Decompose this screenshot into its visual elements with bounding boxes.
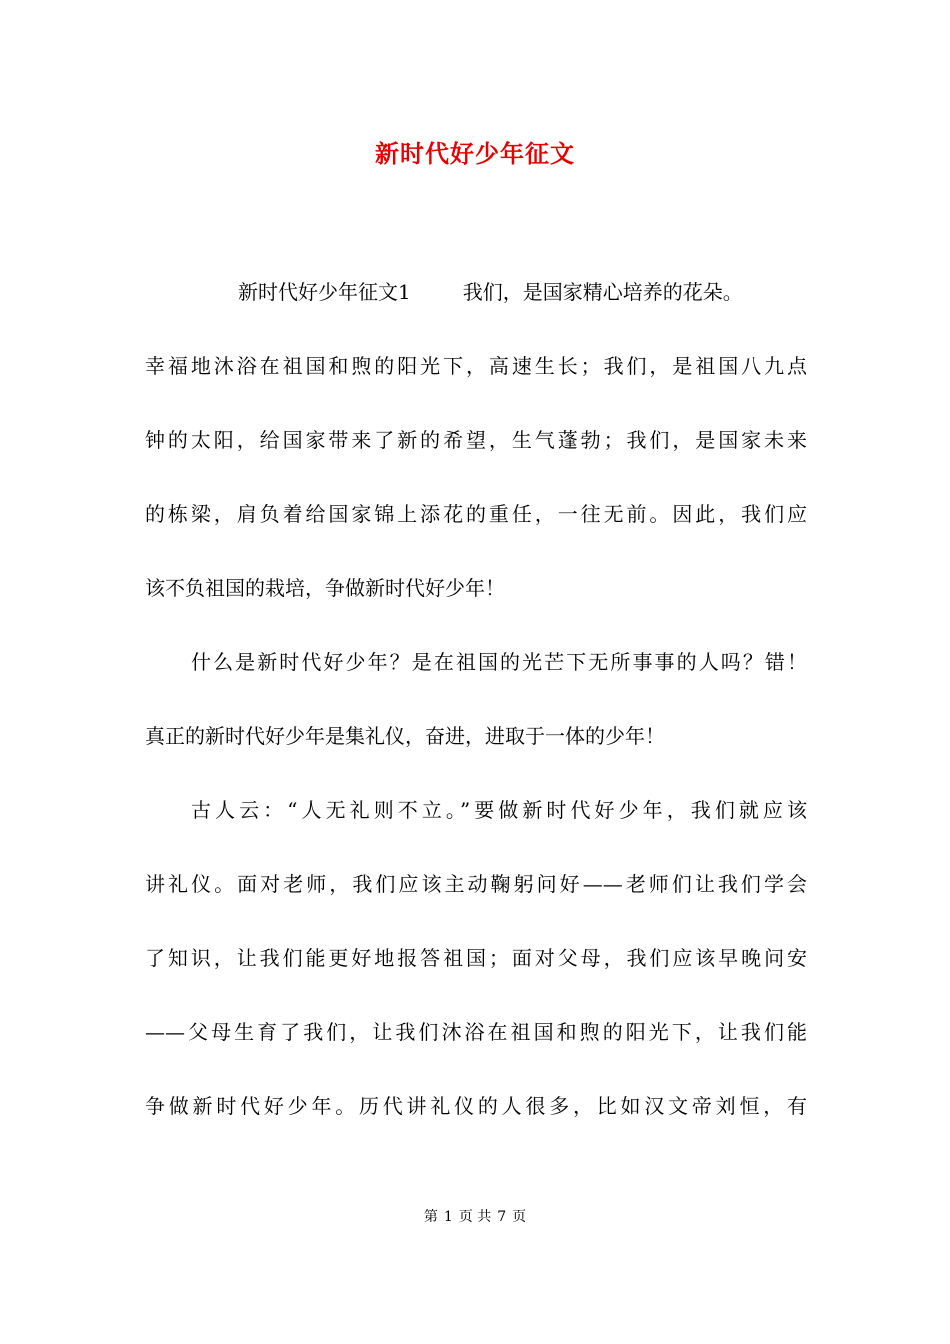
footer-prefix: 第 (423, 1209, 438, 1225)
footer-suffix: 页 (512, 1209, 527, 1225)
paragraph-line: 该不负祖国的栽培，争做新时代好少年！ (145, 576, 505, 600)
paragraph-line: ——父母生育了我们，让我们沐浴在祖国和煦的阳光下，让我们能 (145, 1020, 807, 1044)
paragraph-line: 什么是新时代好少年？是在祖国的光芒下无所事事的人吗？错！ (191, 650, 807, 674)
footer-mid: 页 共 (458, 1209, 492, 1225)
paragraph-line: 争做新时代好少年。历代讲礼仪的人很多，比如汉文帝刘恒，有 (145, 1094, 807, 1118)
paragraph-line: 古人云：“人无礼则不立。”要做新时代好少年，我们就应该 (191, 798, 807, 822)
paragraph-line: 讲礼仪。面对老师，我们应该主动鞠躬问好——老师们让我们学会 (145, 872, 807, 896)
line-text: 我们，是国家精心培养的花朵。 (462, 280, 743, 304)
document-title: 新时代好少年征文 (375, 139, 575, 168)
footer-total-pages: 7 (497, 1209, 507, 1225)
paragraph-line (145, 272, 807, 346)
paragraph-line: 了知识，让我们能更好地报答祖国；面对父母，我们应该早晚问安 (145, 946, 807, 970)
paragraph-line: 幸福地沐浴在祖国和煦的阳光下，高速生长；我们，是祖国八九点 (145, 354, 807, 378)
document-body (145, 272, 807, 1160)
paragraph-line: 钟的太阳，给国家带来了新的希望，生气蓬勃；我们，是国家未来 (145, 428, 807, 452)
footer-page-number: 1 (443, 1209, 453, 1225)
page-footer (0, 1206, 950, 1228)
paragraph-line: 的栋梁，肩负着给国家锦上添花的重任，一往无前。因此，我们应 (145, 502, 807, 526)
paragraph-line: 真正的新时代好少年是集礼仪，奋进，进取于一体的少年！ (145, 724, 665, 748)
section-heading: 新时代好少年征文1 (238, 280, 411, 304)
